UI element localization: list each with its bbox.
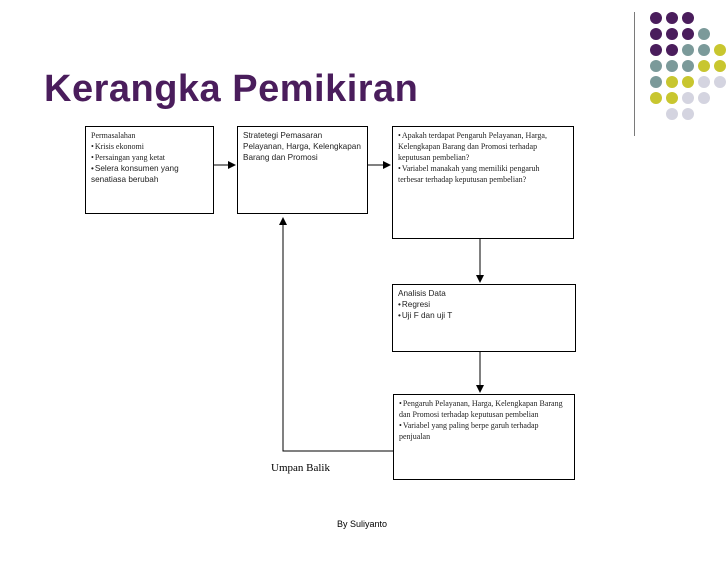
box-text-line: Pelayanan, Harga, Kelengkapan xyxy=(243,142,361,151)
box-text-line: Stratetegi Pemasaran xyxy=(243,131,323,140)
box-text-line: Kelengkapan Barang dan Promosi terhadap xyxy=(398,142,538,151)
feedback-caption: Umpan Balik xyxy=(271,462,330,474)
bullet-item: • Variabel manakah yang memiliki pengaruh xyxy=(398,163,568,174)
bullet-item: • Persaingan yang ketat xyxy=(91,152,208,163)
bullet-item: • Selera konsumen yang xyxy=(91,163,208,174)
box-permasalahan xyxy=(85,126,214,214)
box-text-line: Barang dan Promosi xyxy=(243,153,318,162)
footer-author: By Suliyanto xyxy=(337,519,388,529)
slide-title: Kerangka Pemikiran xyxy=(44,68,419,110)
bullet-item: • Apakah terdapat Pengaruh Pelayanan, Harga, xyxy=(398,130,568,141)
box-hasil xyxy=(393,394,575,480)
bullet-item-continuation: senatiasa berubah xyxy=(91,175,159,184)
bullet-item: • Regresi xyxy=(398,299,570,310)
box-pertanyaan xyxy=(392,126,574,239)
box-text-line: penjualan xyxy=(399,432,431,441)
bullet-item: • Krisis ekonomi xyxy=(91,141,208,152)
box-text-line: keputusan pembelian? xyxy=(398,153,470,162)
bullet-item: • Pengaruh Pelayanan, Harga, Kelengkapan Barang xyxy=(399,398,569,409)
box-text-line: dan Promosi terhadap keputusan pembelian xyxy=(399,410,539,419)
box-heading: Permasalahan xyxy=(91,131,136,140)
box-analisis-data xyxy=(392,284,576,352)
feedback-loop-arrow xyxy=(283,218,393,451)
bullet-item: • Variabel yang paling berpe garuh terhadap xyxy=(399,420,569,431)
box-strategi xyxy=(237,126,368,214)
box-heading: Analisis Data xyxy=(398,289,446,298)
box-text-line: terbesar terhadap keputusan pembelian? xyxy=(398,175,527,184)
bullet-item: • Uji F dan uji T xyxy=(398,310,570,321)
